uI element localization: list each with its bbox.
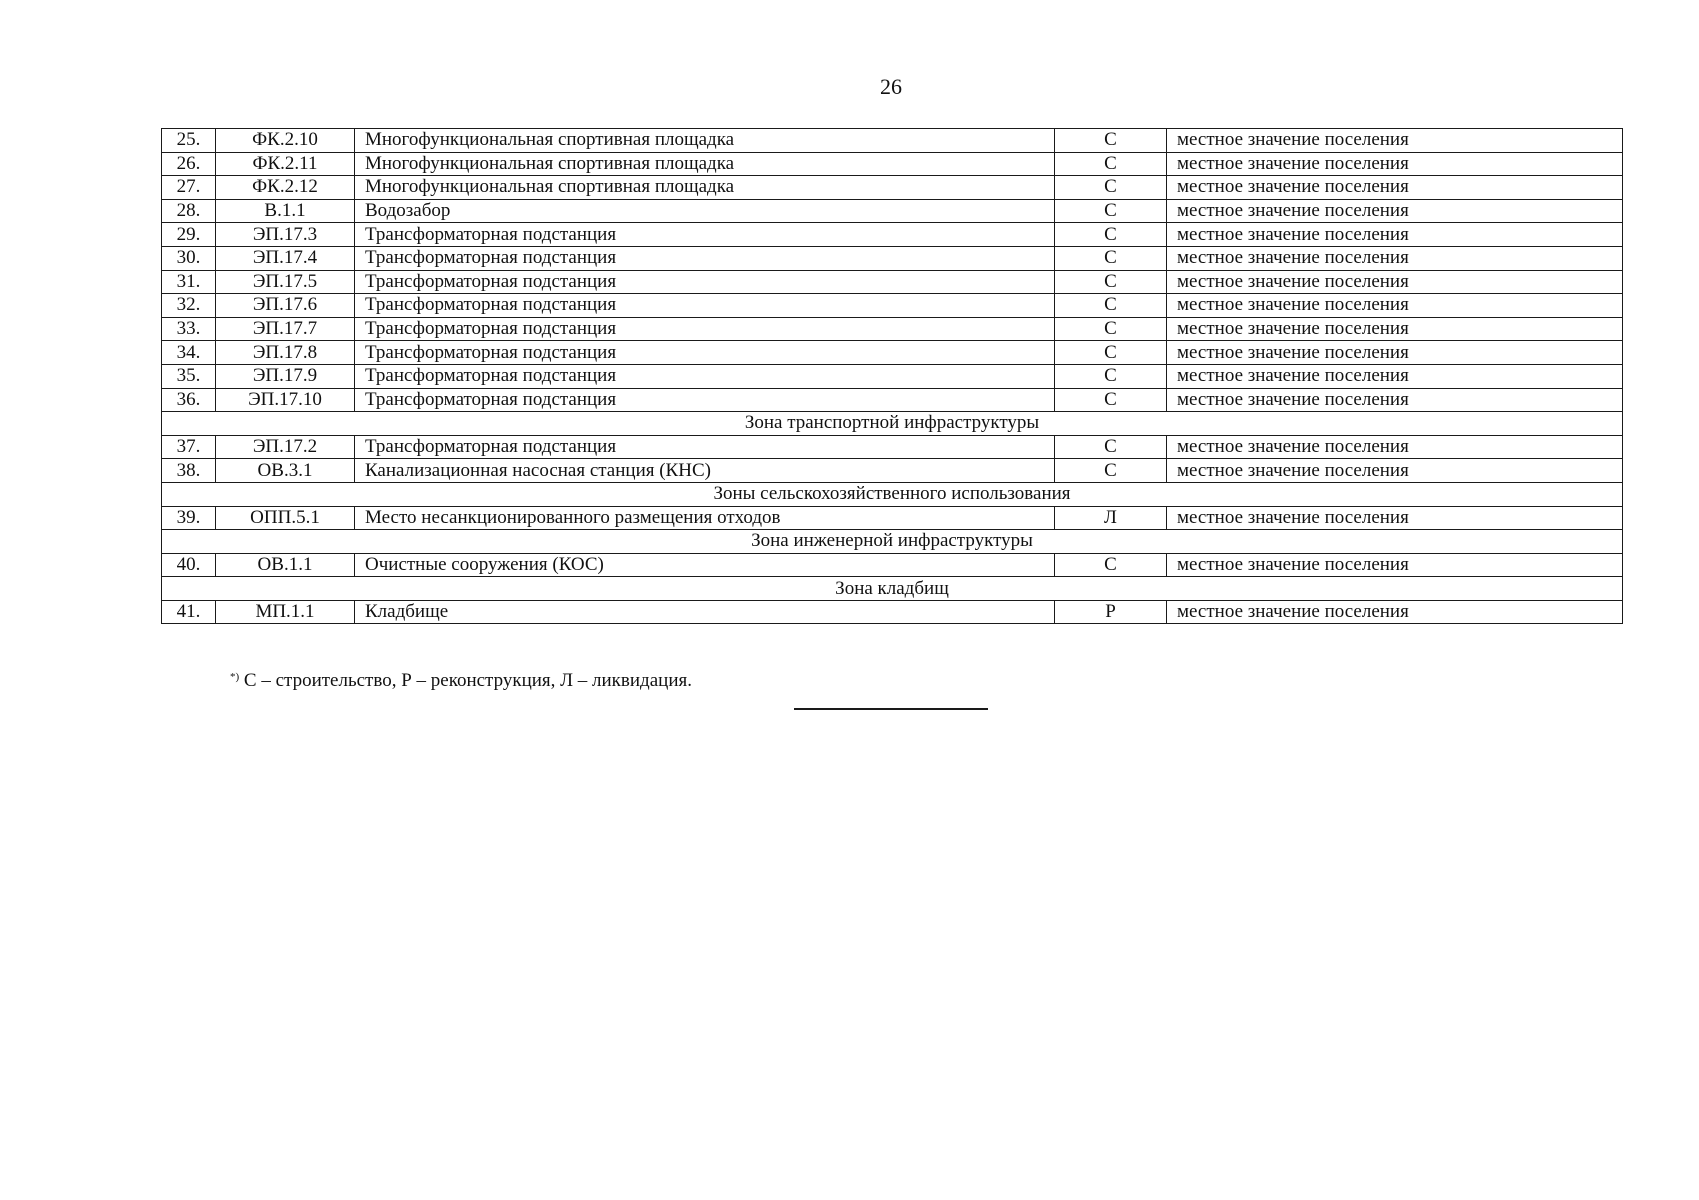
object-code-cell: ОПП.5.1 bbox=[216, 506, 355, 530]
footnote-text: С – строительство, Р – реконструкция, Л – ликвидация. bbox=[239, 670, 692, 691]
footnote-mark: *) bbox=[230, 671, 240, 683]
significance-cell: местное значение поселения bbox=[1167, 270, 1623, 294]
row-number-cell: 33. bbox=[162, 317, 216, 341]
action-type-cell: С bbox=[1055, 364, 1167, 388]
object-code-cell: ЭП.17.8 bbox=[216, 341, 355, 365]
action-type-cell: С bbox=[1055, 223, 1167, 247]
significance-cell: местное значение поселения bbox=[1167, 176, 1623, 200]
object-code-cell: ФК.2.11 bbox=[216, 152, 355, 176]
action-type-cell: С bbox=[1055, 129, 1167, 153]
action-type-cell: С bbox=[1055, 341, 1167, 365]
object-name-cell: Многофункциональная спортивная площадка bbox=[355, 152, 1055, 176]
object-code-cell: ФК.2.10 bbox=[216, 129, 355, 153]
object-code-cell: ЭП.17.3 bbox=[216, 223, 355, 247]
object-name-cell: Трансформаторная подстанция bbox=[355, 270, 1055, 294]
object-name-cell: Трансформаторная подстанция bbox=[355, 364, 1055, 388]
object-code-cell: В.1.1 bbox=[216, 199, 355, 223]
action-type-cell: С bbox=[1055, 317, 1167, 341]
objects-table bbox=[161, 128, 1623, 624]
table-row bbox=[162, 388, 1623, 412]
object-code-cell: ЭП.17.9 bbox=[216, 364, 355, 388]
table-row bbox=[162, 270, 1623, 294]
action-type-cell: С bbox=[1055, 270, 1167, 294]
action-type-cell: С bbox=[1055, 246, 1167, 270]
table-row bbox=[162, 199, 1623, 223]
significance-cell: местное значение поселения bbox=[1167, 435, 1623, 459]
object-name-cell: Многофункциональная спортивная площадка bbox=[355, 129, 1055, 153]
row-number-cell: 38. bbox=[162, 459, 216, 483]
object-name-cell: Трансформаторная подстанция bbox=[355, 435, 1055, 459]
table-row bbox=[162, 176, 1623, 200]
object-code-cell: ЭП.17.4 bbox=[216, 246, 355, 270]
row-number-cell: 27. bbox=[162, 176, 216, 200]
footnote bbox=[230, 665, 692, 693]
significance-cell: местное значение поселения bbox=[1167, 129, 1623, 153]
table-row bbox=[162, 600, 1623, 624]
page-number: 26 bbox=[880, 74, 902, 99]
significance-cell: местное значение поселения bbox=[1167, 317, 1623, 341]
significance-cell: местное значение поселения bbox=[1167, 459, 1623, 483]
object-name-cell: Трансформаторная подстанция bbox=[355, 294, 1055, 318]
row-number-cell: 34. bbox=[162, 341, 216, 365]
table-row bbox=[162, 341, 1623, 365]
row-number-cell: 26. bbox=[162, 152, 216, 176]
row-number-cell: 41. bbox=[162, 600, 216, 624]
significance-cell: местное значение поселения bbox=[1167, 600, 1623, 624]
object-name-cell: Многофункциональная спортивная площадка bbox=[355, 176, 1055, 200]
action-type-cell: Л bbox=[1055, 506, 1167, 530]
significance-cell: местное значение поселения bbox=[1167, 223, 1623, 247]
table-row bbox=[162, 506, 1623, 530]
significance-cell: местное значение поселения bbox=[1167, 341, 1623, 365]
action-type-cell: С bbox=[1055, 176, 1167, 200]
end-rule bbox=[794, 708, 988, 710]
object-name-cell: Кладбище bbox=[355, 600, 1055, 624]
object-name-cell: Трансформаторная подстанция bbox=[355, 246, 1055, 270]
row-number-cell: 31. bbox=[162, 270, 216, 294]
object-name-cell: Очистные сооружения (КОС) bbox=[355, 553, 1055, 577]
object-code-cell: ЭП.17.2 bbox=[216, 435, 355, 459]
object-code-cell: ЭП.17.10 bbox=[216, 388, 355, 412]
section-row bbox=[162, 577, 1623, 601]
action-type-cell: С bbox=[1055, 435, 1167, 459]
table-row bbox=[162, 223, 1623, 247]
object-name-cell: Трансформаторная подстанция bbox=[355, 388, 1055, 412]
table-row bbox=[162, 317, 1623, 341]
table-row bbox=[162, 435, 1623, 459]
object-name-cell: Трансформаторная подстанция bbox=[355, 223, 1055, 247]
object-code-cell: ЭП.17.7 bbox=[216, 317, 355, 341]
section-title: Зоны сельскохозяйственного использования bbox=[162, 482, 1623, 506]
table-row bbox=[162, 553, 1623, 577]
object-code-cell: ЭП.17.6 bbox=[216, 294, 355, 318]
objects-table-body bbox=[162, 129, 1623, 624]
object-code-cell: МП.1.1 bbox=[216, 600, 355, 624]
row-number-cell: 25. bbox=[162, 129, 216, 153]
section-title: Зона транспортной инфраструктуры bbox=[162, 412, 1623, 436]
table-row bbox=[162, 459, 1623, 483]
row-number-cell: 32. bbox=[162, 294, 216, 318]
row-number-cell: 39. bbox=[162, 506, 216, 530]
table-row bbox=[162, 129, 1623, 153]
section-title: Зона инженерной инфраструктуры bbox=[162, 530, 1623, 554]
row-number-cell: 29. bbox=[162, 223, 216, 247]
row-number-cell: 36. bbox=[162, 388, 216, 412]
table-row bbox=[162, 294, 1623, 318]
object-name-cell: Канализационная насосная станция (КНС) bbox=[355, 459, 1055, 483]
significance-cell: местное значение поселения bbox=[1167, 388, 1623, 412]
object-name-cell: Место несанкционированного размещения отходов bbox=[355, 506, 1055, 530]
object-code-cell: ФК.2.12 bbox=[216, 176, 355, 200]
significance-cell: местное значение поселения bbox=[1167, 506, 1623, 530]
action-type-cell: С bbox=[1055, 152, 1167, 176]
significance-cell: местное значение поселения bbox=[1167, 199, 1623, 223]
action-type-cell: С bbox=[1055, 388, 1167, 412]
section-row bbox=[162, 530, 1623, 554]
object-code-cell: ОВ.3.1 bbox=[216, 459, 355, 483]
object-name-cell: Трансформаторная подстанция bbox=[355, 317, 1055, 341]
object-code-cell: ОВ.1.1 bbox=[216, 553, 355, 577]
action-type-cell: С bbox=[1055, 459, 1167, 483]
table-row bbox=[162, 364, 1623, 388]
action-type-cell: Р bbox=[1055, 600, 1167, 624]
action-type-cell: С bbox=[1055, 294, 1167, 318]
row-number-cell: 30. bbox=[162, 246, 216, 270]
object-code-cell: ЭП.17.5 bbox=[216, 270, 355, 294]
object-name-cell: Трансформаторная подстанция bbox=[355, 341, 1055, 365]
action-type-cell: С bbox=[1055, 199, 1167, 223]
significance-cell: местное значение поселения bbox=[1167, 246, 1623, 270]
table-row bbox=[162, 246, 1623, 270]
row-number-cell: 28. bbox=[162, 199, 216, 223]
significance-cell: местное значение поселения bbox=[1167, 294, 1623, 318]
row-number-cell: 35. bbox=[162, 364, 216, 388]
object-name-cell: Водозабор bbox=[355, 199, 1055, 223]
section-row bbox=[162, 482, 1623, 506]
table-row bbox=[162, 152, 1623, 176]
section-row bbox=[162, 412, 1623, 436]
action-type-cell: С bbox=[1055, 553, 1167, 577]
significance-cell: местное значение поселения bbox=[1167, 152, 1623, 176]
row-number-cell: 37. bbox=[162, 435, 216, 459]
row-number-cell: 40. bbox=[162, 553, 216, 577]
significance-cell: местное значение поселения bbox=[1167, 553, 1623, 577]
section-title: Зона кладбищ bbox=[162, 577, 1623, 601]
significance-cell: местное значение поселения bbox=[1167, 364, 1623, 388]
